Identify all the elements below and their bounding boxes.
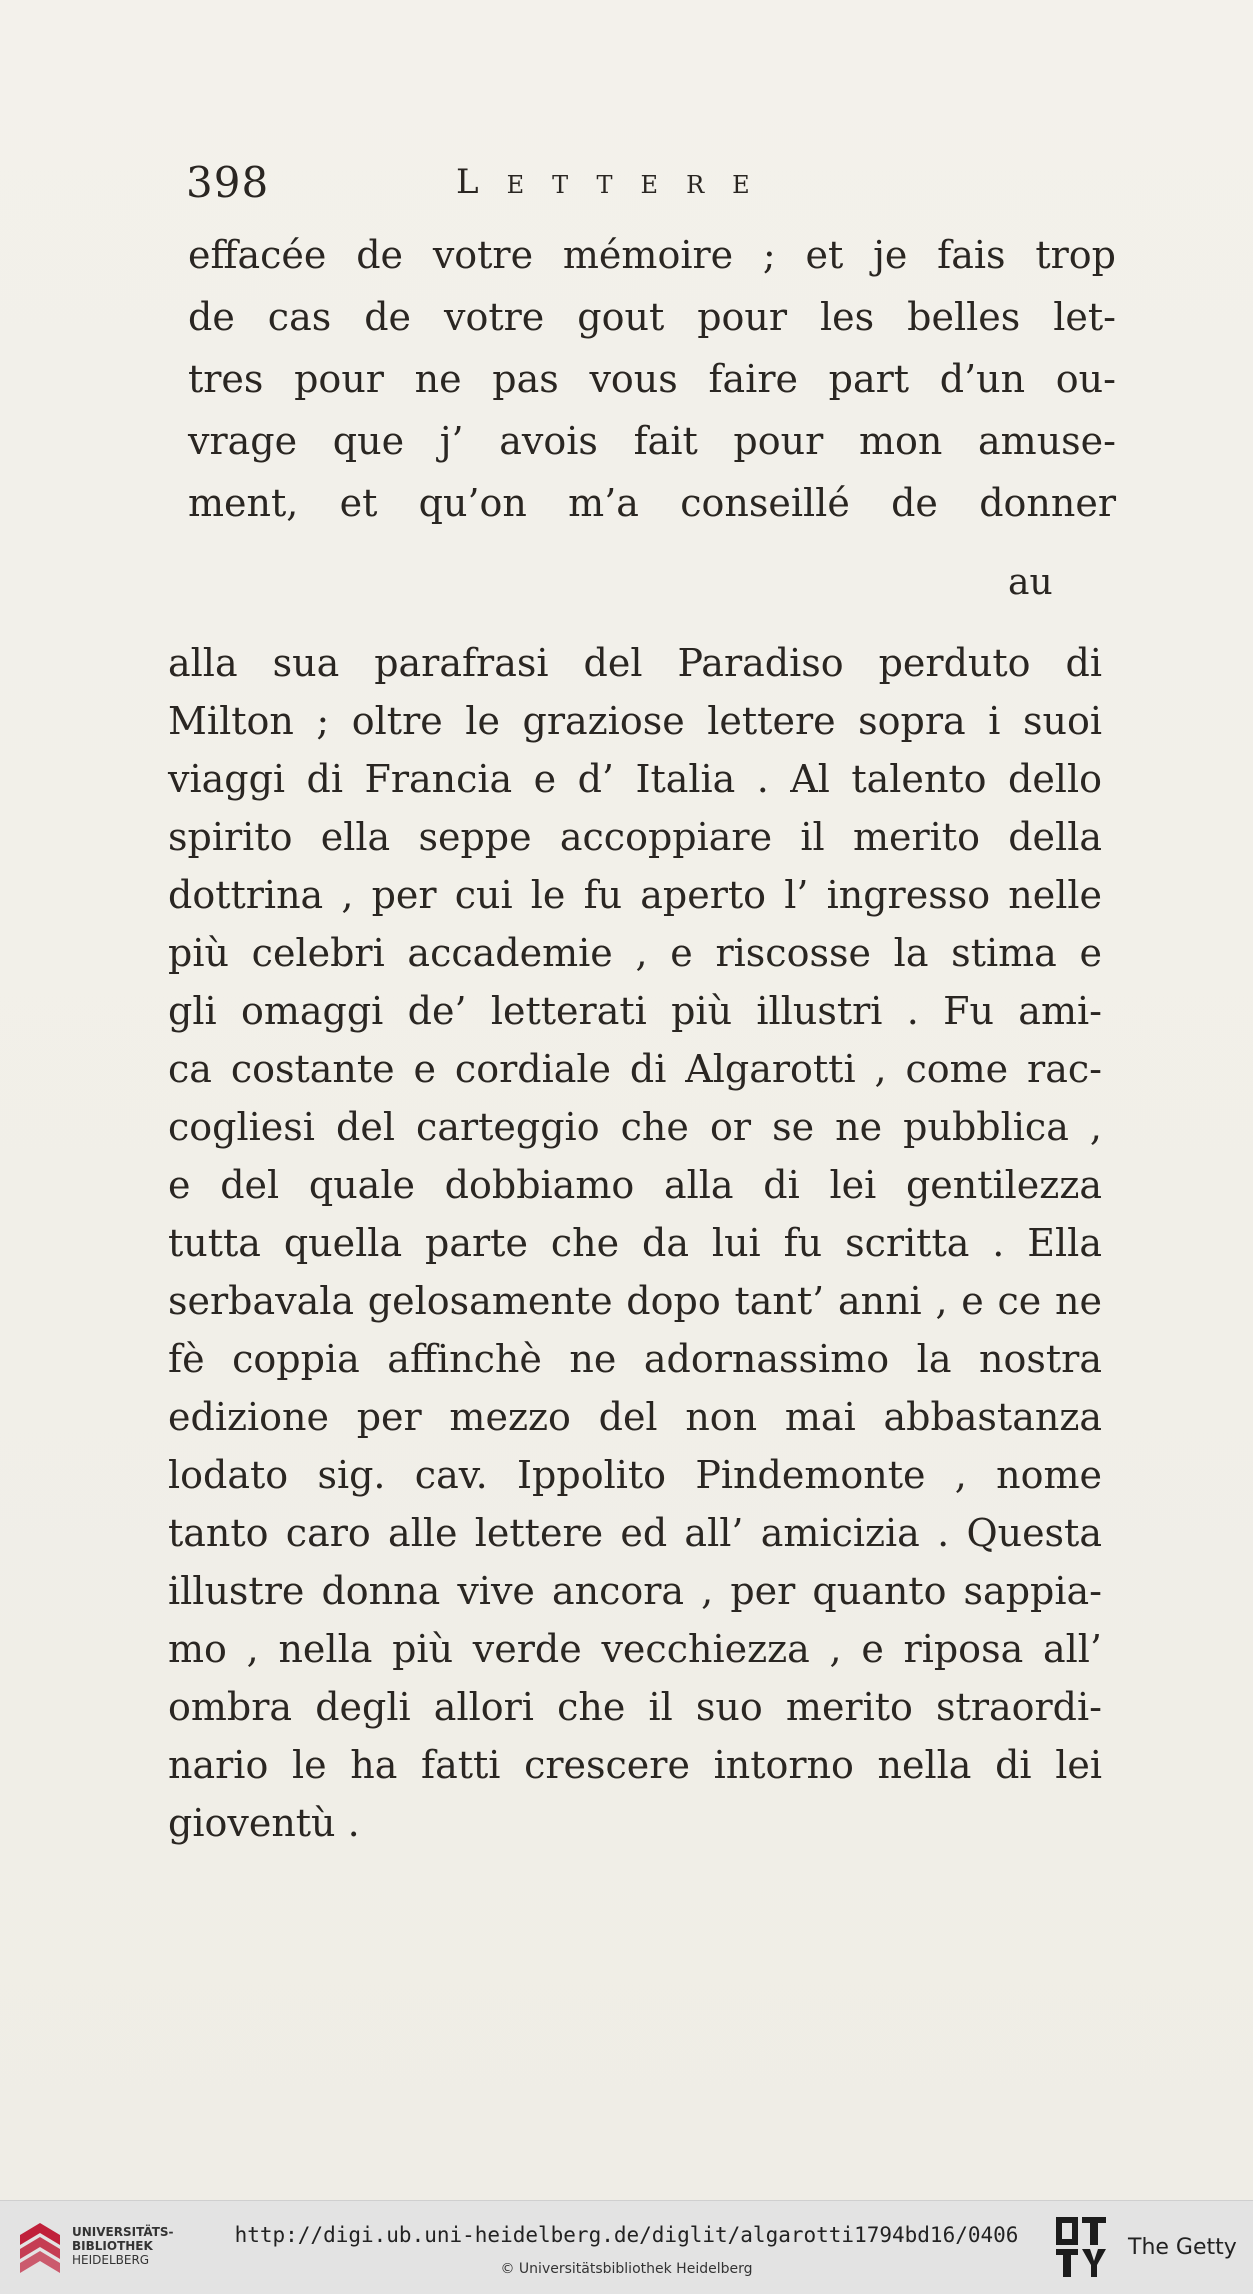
page-number: 398 <box>186 158 270 207</box>
text-line: ment, et qu’on m’a conseillé de donner <box>188 481 1116 525</box>
copyright-notice: © Universitätsbibliothek Heidelberg <box>500 2261 753 2277</box>
text-line: effacée de votre mémoire ; et je fais trop <box>188 233 1116 277</box>
text-line: tres pour ne pas vous faire part d’un ou- <box>188 357 1116 401</box>
text-line: lodato sig. cav. Ippolito Pindemonte , nome <box>168 1453 1102 1497</box>
library-name-line: HEIDELBERG <box>72 2253 150 2267</box>
library-name-line: BIBLIOTHEK <box>72 2239 153 2253</box>
text-line: più celebri accademie , e riscosse la stima e <box>168 931 1102 975</box>
text-line: gli omaggi de’ letterati più illustri . Fu ami- <box>168 989 1102 1033</box>
text-line: Milton ; oltre le graziose lettere sopra i suoi <box>168 699 1102 743</box>
text-line: tanto caro alle lettere ed all’ amicizia . Questa <box>168 1511 1102 1555</box>
text-line: viaggi di Francia e d’ Italia . Al talento dello <box>168 757 1102 801</box>
page-header <box>186 158 1126 218</box>
viewer-footer <box>0 2200 1253 2294</box>
text-line: e del quale dobbiamo alla di lei gentilezza <box>168 1163 1102 1207</box>
text-line: tutta quella parte che da lui fu scritta . Ella <box>168 1221 1102 1265</box>
text-line: ca costante e cordiale di Algarotti , come rac- <box>168 1047 1102 1091</box>
catchword: au <box>1008 562 1053 603</box>
text-line: cogliesi del carteggio che or se ne pubblica , <box>168 1105 1102 1149</box>
text-line: gioventù . <box>168 1801 360 1845</box>
text-line: serbavala gelosamente dopo tant’ anni , e ce ne <box>168 1279 1102 1323</box>
text-line: nario le ha fatti crescere intorno nella di lei <box>168 1743 1102 1787</box>
text-line: ombra degli allori che il suo merito straordi- <box>168 1685 1102 1729</box>
text-line: dottrina , per cui le fu aperto l’ ingresso nelle <box>168 873 1102 917</box>
running-title: Lettere <box>456 162 778 202</box>
permalink-url[interactable]: http://digi.ub.uni-heidelberg.de/diglit/algarotti1794bd16/0406 <box>234 2223 1019 2247</box>
text-line: de cas de votre gout pour les belles let- <box>188 295 1116 339</box>
text-line: fè coppia affinchè ne adornassimo la nostra <box>168 1337 1102 1381</box>
text-line: spirito ella seppe accoppiare il merito della <box>168 815 1102 859</box>
text-line: illustre donna vive ancora , per quanto sappia- <box>168 1569 1102 1613</box>
text-line: alla sua parafrasi del Paradiso perduto di <box>168 641 1102 685</box>
getty-name: The Getty <box>1128 2235 1237 2260</box>
library-name-line: UNIVERSITÄTS- <box>72 2225 174 2239</box>
text-line: mo , nella più verde vecchiezza , e riposa all’ <box>168 1627 1102 1671</box>
text-line: edizione per mezzo del non mai abbastanza <box>168 1395 1102 1439</box>
getty-logo-icon[interactable] <box>1054 2215 1108 2279</box>
text-line: vrage que j’ avois fait pour mon amuse- <box>188 419 1116 463</box>
